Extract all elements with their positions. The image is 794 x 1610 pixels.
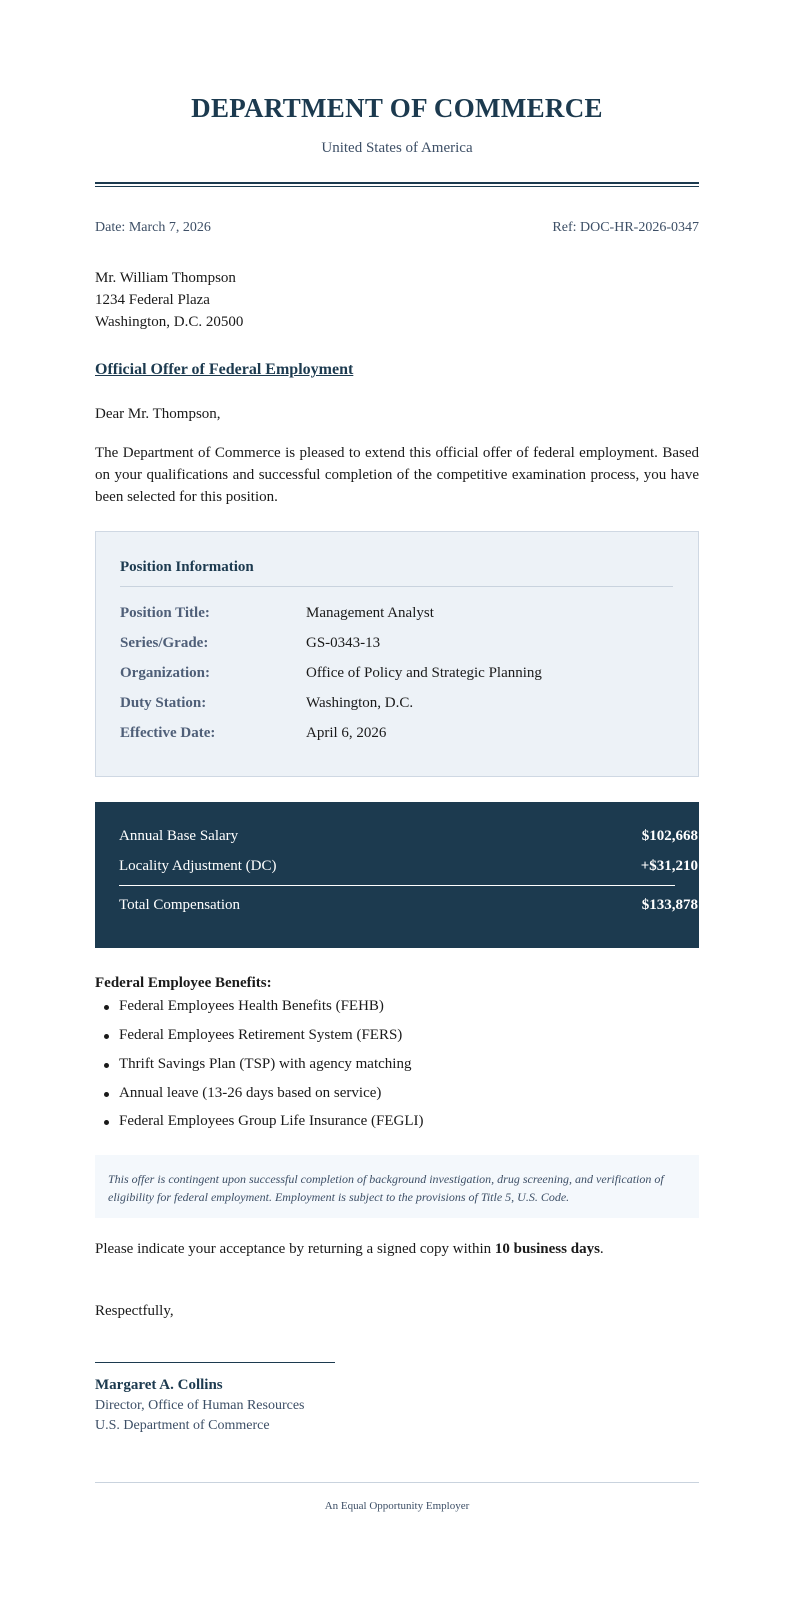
benefit-text: Thrift Savings Plan (TSP) with agency matching <box>119 1056 412 1072</box>
acceptance-suffix: . <box>599 1241 604 1257</box>
benefit-text: Federal Employees Group Life Insurance (FEGLI) <box>119 1113 424 1129</box>
bullet-icon <box>104 1005 109 1010</box>
benefit-item <box>119 1113 423 1130</box>
locality-adjustment-value: +$31,210 <box>640 858 698 874</box>
duty-station-label: Duty Station: <box>120 695 207 711</box>
bullet-icon <box>104 1063 109 1068</box>
bullet-icon <box>104 1120 109 1125</box>
benefits-title: Federal Employee Benefits: <box>95 975 272 991</box>
signature-line <box>95 1362 335 1363</box>
signatory-role: Director, Office of Human Resources <box>95 1398 305 1413</box>
contingency-notice: This offer is contingent upon successful completion of background investigation, drug screening, and verification of eligibility for federal employment. Employment is subject to the provisions of Title 5, U.S. Code. <box>108 1172 664 1204</box>
benefit-text: Federal Employees Health Benefits (FEHB) <box>119 998 384 1014</box>
benefit-text: Annual leave (13-26 days based on service) <box>119 1085 382 1101</box>
recipient-street: 1234 Federal Plaza <box>95 292 210 308</box>
compensation-divider <box>119 885 675 886</box>
acceptance-prefix: Please indicate your acceptance by returning a signed copy within <box>95 1241 495 1257</box>
series-grade-label: Series/Grade: <box>120 635 209 651</box>
effective-date-value: April 6, 2026 <box>306 725 387 741</box>
organization-value: Office of Policy and Strategic Planning <box>306 665 542 681</box>
position-info-divider <box>120 586 673 587</box>
benefit-item <box>119 1027 402 1044</box>
duty-station-value: Washington, D.C. <box>306 695 414 711</box>
compensation-box <box>95 802 699 948</box>
acceptance-deadline: 10 business days <box>494 1241 600 1257</box>
recipient-name: Mr. William Thompson <box>95 270 236 286</box>
benefit-item <box>119 1085 381 1102</box>
closing: Respectfully, <box>95 1303 174 1319</box>
footer-text: An Equal Opportunity Employer <box>324 1500 470 1512</box>
bullet-icon <box>104 1092 109 1097</box>
position-info-title: Position Information <box>120 559 254 575</box>
total-compensation-label: Total Compensation <box>119 897 241 913</box>
department-title: DEPARTMENT OF COMMERCE <box>191 93 603 123</box>
benefit-text: Federal Employees Retirement System (FERS) <box>119 1027 403 1043</box>
effective-date-label: Effective Date: <box>120 725 216 741</box>
signatory-organization: U.S. Department of Commerce <box>95 1418 270 1433</box>
letter-reference: Ref: DOC-HR-2026-0347 <box>552 220 699 235</box>
base-salary-label: Annual Base Salary <box>119 828 239 844</box>
recipient-city: Washington, D.C. 20500 <box>95 314 244 330</box>
footer-divider <box>95 1482 699 1483</box>
country-subtitle: United States of America <box>321 140 473 156</box>
salutation: Dear Mr. Thompson, <box>95 406 221 422</box>
total-compensation-value: $133,878 <box>641 897 698 913</box>
locality-adjustment-label: Locality Adjustment (DC) <box>119 858 277 874</box>
recipient-address <box>95 267 243 333</box>
letter-date: Date: March 7, 2026 <box>95 220 211 235</box>
bullet-icon <box>104 1034 109 1039</box>
intro-paragraph: The Department of Commerce is pleased to extend this official offer of federal employment. Based on your qualifications and successful completion of the competitive examination process, you have been selected for this position. <box>95 445 699 505</box>
position-title-label: Position Title: <box>120 605 210 621</box>
position-title-value: Management Analyst <box>306 605 434 621</box>
header-divider-thick <box>95 182 699 184</box>
header-divider-thin <box>95 186 699 187</box>
base-salary-value: $102,668 <box>641 828 698 844</box>
acceptance-instruction <box>95 1241 604 1258</box>
letter-subject: Official Offer of Federal Employment <box>95 361 354 378</box>
benefit-item <box>119 1056 411 1073</box>
signatory-name: Margaret A. Collins <box>95 1377 223 1393</box>
benefit-item <box>119 998 384 1015</box>
organization-label: Organization: <box>120 665 210 681</box>
series-grade-value: GS-0343-13 <box>306 635 381 651</box>
